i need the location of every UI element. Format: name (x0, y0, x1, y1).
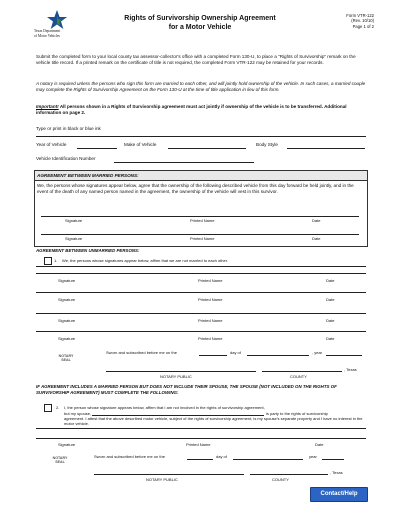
notary-public-label: NOTARY PUBLIC (146, 477, 178, 482)
married-signature-line-2[interactable] (41, 234, 359, 235)
printed-name-label: Printed Name (198, 336, 223, 341)
printed-name-label: Printed Name (190, 236, 215, 241)
important-text: All persons shown in a Rights of Survivorship agreement must act jointly if ownership of the vehicle is to be transferred. Additional information on page 2. (36, 104, 347, 115)
printed-name-label: Printed Name (198, 318, 223, 323)
sworn-year-field[interactable] (322, 459, 344, 460)
unmarried-checkbox[interactable] (44, 257, 52, 265)
texas-label: , Texas (344, 367, 357, 372)
sworn-text: Sworn and subscribed before me on the (94, 454, 165, 459)
date-label: Date (326, 278, 335, 283)
notary-seal (44, 456, 76, 465)
year-label: year (309, 454, 317, 459)
year-of-vehicle-field[interactable] (77, 148, 117, 149)
important-notice (36, 104, 366, 116)
spouse-party-text: is party to the rights of survivorship (266, 410, 328, 416)
day-of-label: day of (216, 454, 227, 459)
txdmv-logo (34, 10, 80, 40)
unmarried-signature-line-3[interactable] (36, 313, 366, 314)
body-style-label: Body Style (256, 142, 278, 147)
page-number: Page 1 of 2 (352, 23, 374, 29)
county-field[interactable] (262, 371, 342, 372)
make-of-vehicle-field[interactable] (168, 148, 246, 149)
year-of-vehicle-label: Year of Vehicle (36, 142, 67, 147)
date-label: Date (312, 236, 321, 241)
spouse-signature-line[interactable] (36, 438, 366, 439)
notary-seal-line2: SEAL (61, 358, 71, 363)
printed-name-label: Printed Name (190, 218, 215, 223)
sworn-year-field[interactable] (326, 355, 362, 356)
body-style-field[interactable] (287, 148, 365, 149)
date-label: Date (326, 318, 335, 323)
spouse-checkbox[interactable] (44, 404, 52, 412)
county-label: COUNTY (290, 374, 307, 379)
date-label: Date (326, 336, 335, 341)
contact-help-button[interactable]: Contact/Help (310, 487, 368, 502)
signature-label: Signature (58, 336, 76, 341)
signature-label: Signature (58, 318, 76, 323)
make-of-vehicle-label: Make of Vehicle (124, 142, 157, 147)
sworn-day-field[interactable] (187, 459, 213, 460)
spouse-heading: IF AGREEMENT INCLUDES A MARRIED PERSON BUT DOES NOT INCLUDE THEIR SPOUSE, THE SPOUSE (NOT INCLUDED ON THE RIGHTS OF SURVIVORSHIP AGREEMENT) MUST COMPLETE THE FOLLOWING: (36, 384, 337, 395)
unmarried-signature-line-1[interactable] (36, 273, 366, 274)
unmarried-signature-line-4[interactable] (36, 331, 366, 332)
ink-instructions: Type or print in black or blue ink (36, 126, 101, 131)
spouse-attest-text: agreement. I attest that the above described motor vehicle, subject of the rights of survivorship agreement, is my spouse's separate property and I have no interest in the motor vehicle. (64, 416, 363, 426)
sworn-day-field[interactable] (199, 355, 227, 356)
married-agreement-box (34, 170, 368, 247)
notary-seal-line1: NOTARY (52, 456, 68, 460)
married-signature-line-1[interactable] (41, 216, 359, 217)
notary-public-label: NOTARY PUBLIC (160, 374, 192, 379)
star-logo-icon (46, 10, 68, 30)
unmarried-checkbox-text: We, the persons whose signatures appear below, affirm that we are not married to each other. (62, 258, 228, 263)
married-agreement-text: We, the persons whose signatures appear below, agree that the ownership of the following described vehicle from this day forward be held jointly, and in the event of the death of any named person named in the agreement, the ownership of the vehicle will vest in this survivor. (37, 183, 354, 194)
notary-seal-line2: SEAL (55, 460, 65, 465)
notary-public-signature-line[interactable] (94, 474, 244, 475)
agency-name-line1: Texas Department (34, 29, 61, 33)
notary-seal-line1: NOTARY (58, 354, 74, 358)
form-title-line1: Rights of Survivorship Ownership Agreement (124, 15, 276, 22)
agency-name-line2: of Motor Vehicles (34, 33, 60, 38)
signature-label: Signature (58, 297, 76, 302)
intro-paragraph-2-text: A notary is required unless the persons who sign this form are married to each other, and will jointly hold ownership of the vehicle. In such cases, a married couple may complete the Rights of Survivorship Agreement on the Form 130-U at the time of title application in lieu of this form. (36, 81, 366, 92)
sworn-text: Sworn and subscribed before me on the (106, 350, 177, 355)
date-label: Date (312, 218, 321, 223)
signature-label: Signature (65, 218, 83, 223)
county-field[interactable] (250, 474, 328, 475)
form-revision: (Rev. 10/10) (351, 18, 374, 24)
form-number: Form VTR-122 (346, 13, 374, 18)
form-meta (314, 13, 374, 29)
unmarried-checkbox-number: 1. (54, 258, 58, 263)
spouse-affirm-text: I, the person whose signature appears below, affirm that I am not involved in the rights of survivorship agreement, (64, 405, 265, 410)
printed-name-label: Printed Name (186, 442, 211, 447)
date-label: Date (326, 297, 335, 302)
married-heading: AGREEMENT BETWEEN MARRIED PERSONS: (37, 172, 139, 178)
divider (36, 266, 366, 267)
form-title (95, 15, 305, 33)
divider (36, 428, 366, 429)
vin-field[interactable] (114, 162, 254, 163)
texas-label: , Texas (330, 470, 343, 475)
unmarried-heading: AGREEMENT BETWEEN UNMARRIED PERSONS: (36, 248, 140, 253)
intro-paragraph-1: Submit the completed form to your local county tax assessor-collector's office with a completed Form 130-U, to place a "Rights of Survivorship" remark on the vehicle title record. If a printed remark on the certificate of title is not required, the completed Form VTR-122 may be retained for your records. (36, 54, 356, 65)
printed-name-label: Printed Name (198, 297, 223, 302)
printed-name-label: Printed Name (198, 278, 223, 283)
notary-public-signature-line[interactable] (106, 371, 256, 372)
day-of-label: day of (230, 350, 241, 355)
spouse-checkbox-number: 2. (56, 405, 60, 410)
signature-label: Signature (65, 236, 83, 241)
sworn-month-field[interactable] (247, 355, 309, 356)
signature-label: Signature (58, 442, 76, 447)
signature-label: Signature (58, 278, 76, 283)
intro-paragraph-2 (36, 81, 366, 93)
important-label: Important! (36, 104, 59, 109)
sworn-month-field[interactable] (233, 459, 303, 460)
vin-label: Vehicle Identification Number (36, 156, 96, 161)
notary-seal (50, 354, 82, 363)
date-label: Date (315, 442, 324, 447)
county-label: COUNTY (272, 477, 289, 482)
unmarried-signature-line-2[interactable] (36, 292, 366, 293)
year-label: , year (312, 350, 323, 355)
form-title-line2: for a Motor Vehicle (168, 23, 232, 31)
divider (36, 136, 366, 137)
spouse-but-label: but my spouse, (64, 410, 92, 416)
